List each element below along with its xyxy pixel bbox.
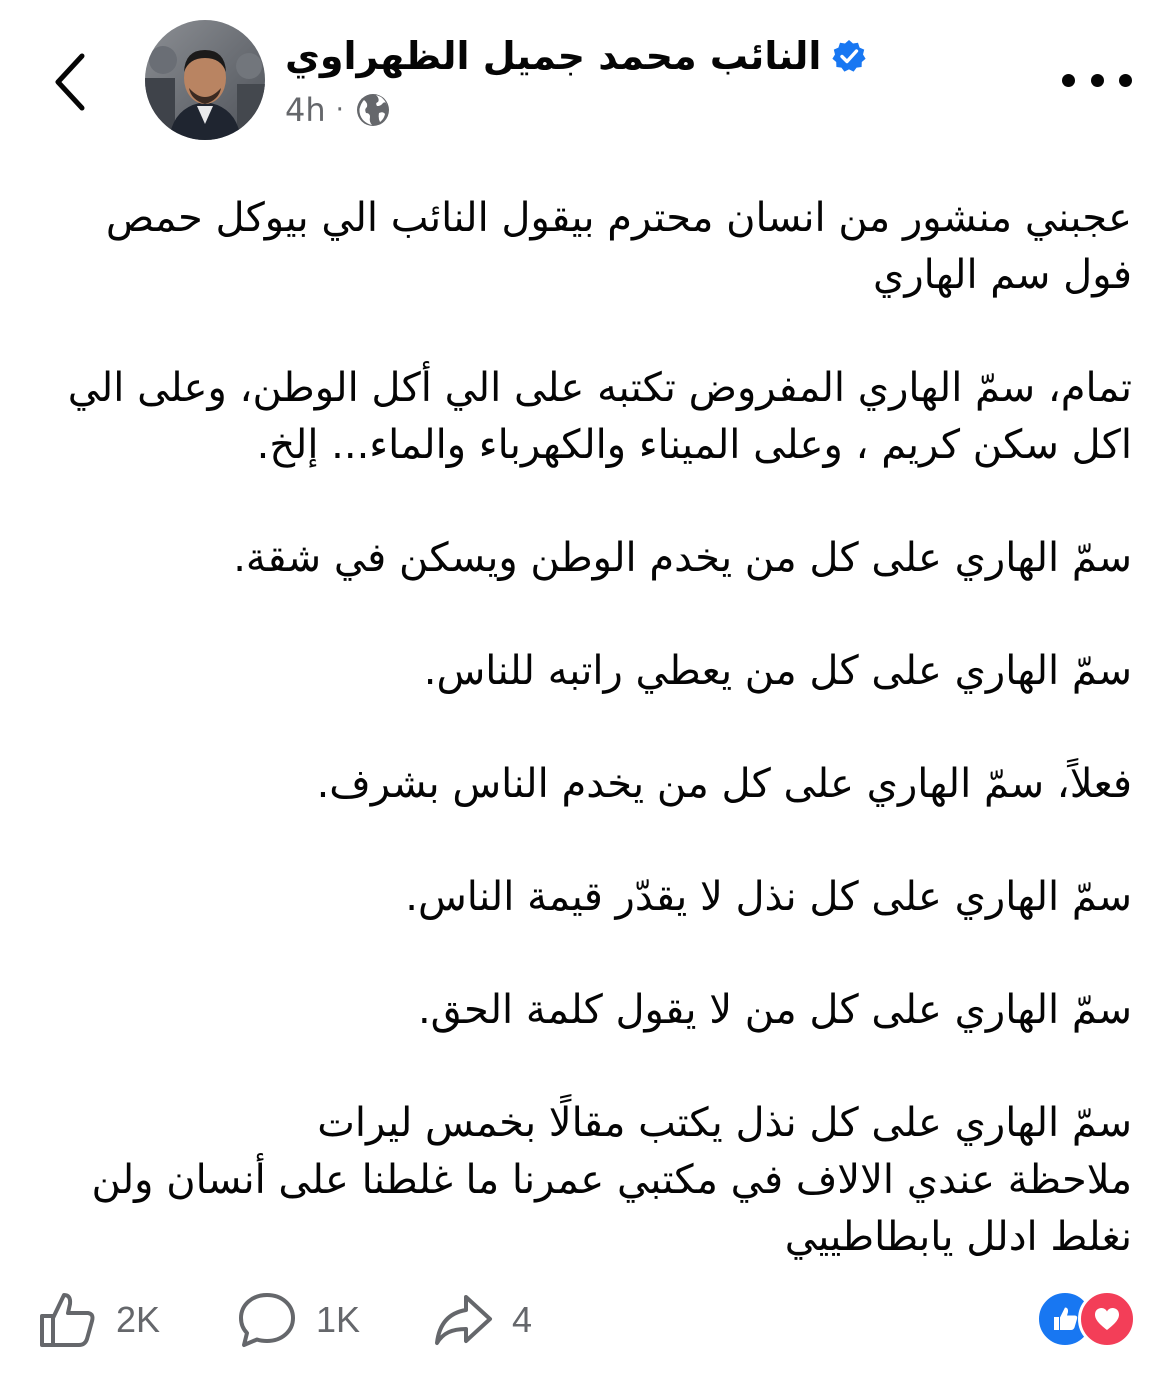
author-info [285,30,905,132]
post-paragraph: سمّ الهاري على كل من لا يقول كلمة الحق. [417,987,1132,1033]
meta-separator: · [335,95,344,125]
like-count: 2K [116,1299,161,1340]
post-paragraph: سمّ الهاري على كل نذل يكتب مقالًا بخمس ليرات ملاحظة عندي الالاف في مكتبي عمرنا ما غلطنا على أنسان ولن نغلط ادلل يابطاطييي [91,1100,1132,1260]
comment-bubble-icon [236,1289,298,1351]
author-line [285,30,905,82]
action-bar [0,1280,1170,1360]
post-header [0,0,1170,160]
more-options-button[interactable] [1062,60,1132,100]
post-text [40,190,1132,1266]
post-paragraph: سمّ الهاري على كل من يخدم الوطن ويسكن في شقة. [233,535,1132,581]
share-arrow-icon [432,1289,494,1351]
back-button[interactable] [40,42,100,122]
share-count: 4 [512,1299,533,1340]
post-paragraph: تمام، سمّ الهاري المفروض تكتبه على الي أكل الوطن، وعلى الي اكل سكن كريم ، وعلى الميناء والكهرباء والماء... إلخ. [67,365,1132,468]
author-avatar[interactable] [145,20,265,140]
post-meta [285,88,905,132]
post-paragraph: سمّ الهاري على كل من يعطي راتبه للناس. [423,648,1132,694]
share-button[interactable] [432,1280,532,1360]
post-paragraph: فعلاً، سمّ الهاري على كل من يخدم الناس بشرف. [316,761,1132,807]
post-time[interactable]: 4h [285,91,326,129]
globe-icon [354,91,392,129]
verified-badge-icon [831,38,867,74]
chevron-left-icon [50,50,90,114]
love-reaction-icon [1078,1290,1136,1348]
post-paragraph: عجبني منشور من انسان محترم بيقول النائب الي بيوكل حمص فول سم الهاري [105,195,1132,298]
like-button[interactable] [36,1280,160,1360]
more-dot [1091,74,1104,87]
comment-button[interactable] [236,1280,360,1360]
more-dots-icon [1062,74,1075,87]
more-dot [1119,74,1132,87]
avatar-image [145,20,265,140]
post-paragraph: سمّ الهاري على كل نذل لا يقدّر قيمة الناس. [405,874,1132,920]
author-name[interactable]: النائب محمد جميل الظهراوي [285,34,822,78]
reactions-summary[interactable] [1036,1290,1136,1346]
thumbs-up-icon [36,1289,98,1351]
comment-count: 1K [316,1299,361,1340]
